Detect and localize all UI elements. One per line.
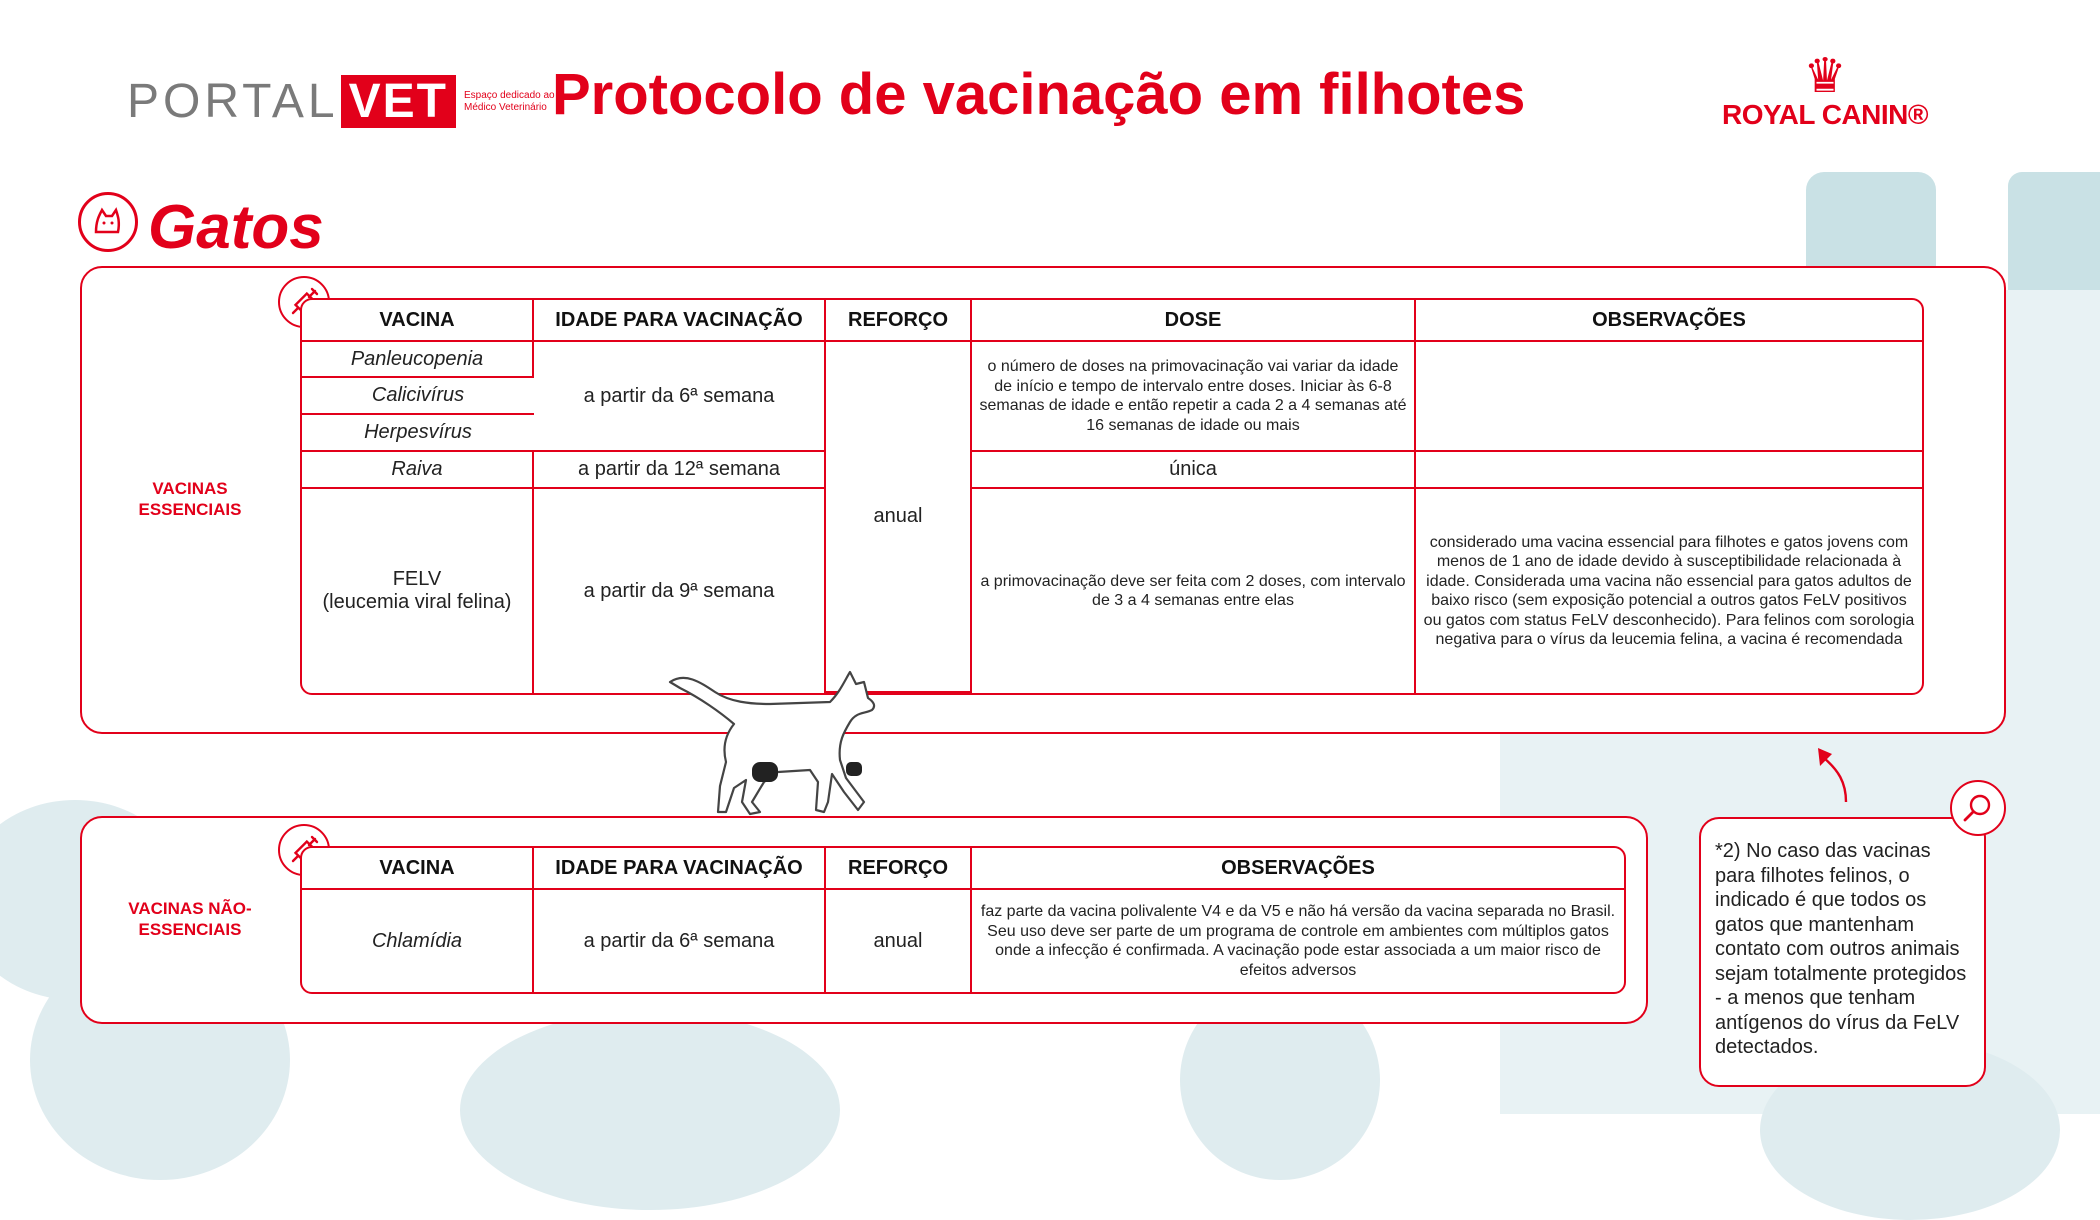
- essential-vaccines-table: [300, 298, 1924, 695]
- vaccine-felv-name: FELV: [392, 568, 442, 590]
- column-header-vaccine: VACINA: [302, 300, 534, 342]
- cat-head-icon: [78, 192, 138, 252]
- table-header-row: [302, 300, 1922, 342]
- obs-raiva: [1416, 452, 1922, 489]
- essential-vaccines-label: VACINAS ESSENCIAIS: [138, 479, 242, 519]
- vaccine-calicivirus: Calicivírus: [302, 378, 534, 415]
- obs-chlamidia: faz parte da vacina polivalente V4 e da V5 e não há versão da vacina separada no Brasil. Seu uso deve ser parte de um programa de controle em ambientes com múltiplos gatos onde a infecção é confirmada. A vacinação pode estar associada a um maior risco de efeitos adversos: [980, 903, 1616, 979]
- crown-icon: ♛: [1803, 50, 1847, 103]
- vaccine-felv: [302, 489, 534, 693]
- column-header-dose: DOSE: [972, 300, 1416, 342]
- table-row: [302, 342, 1922, 378]
- dose-raiva: única: [972, 452, 1416, 489]
- column-header-observations: OBSERVAÇÕES: [1416, 300, 1922, 342]
- vaccine-felv-subtitle: (leucemia viral felina): [322, 591, 512, 613]
- nonessential-vaccines-label: VACINAS NÃO-ESSENCIAIS: [128, 899, 252, 939]
- logo-vet-text: VET: [341, 75, 456, 128]
- royal-canin-logo: [1720, 50, 1930, 130]
- obs-felv: considerado uma vacina essencial para filhotes e gatos jovens com menos de 1 ano de idade devido à susceptibilidade relacionada à idade. Considerada uma vacina não essencial para gatos adultos de baixo risco (sem exposição potencial a outros gatos FeLV positivos ou gatos com status FeLV desconhecido). Para felinos com sorologia negativa para o vírus da leucemia felina, a vacina é recomendada: [1423, 533, 1915, 648]
- column-header-booster: REFORÇO: [826, 848, 972, 890]
- column-header-vaccine: VACINA: [302, 848, 534, 890]
- nonessential-vaccines-table: [300, 846, 1626, 994]
- section-title: Gatos: [148, 193, 324, 262]
- note-arrow: [1808, 742, 1868, 806]
- walking-cat-illustration: [660, 662, 920, 820]
- felv-note: *2) No caso das vacinas para filhotes felinos, o indicado é que todos os gatos que mantenham contato com outros animais sejam totalmente protegidos - a menos que tenham antígenos do vírus da FeLV detectados.: [1699, 817, 1986, 1087]
- logo-portal-text: PORTAL: [127, 74, 339, 128]
- table-row: [302, 452, 1922, 489]
- magnifier-icon: [1950, 780, 2006, 836]
- vaccine-panleucopenia: Panleucopenia: [302, 342, 534, 378]
- booster-anual: anual: [826, 342, 972, 693]
- age-felv: a partir da 9ª semana: [534, 489, 826, 693]
- column-header-age: IDADE PARA VACINAÇÃO: [534, 848, 826, 890]
- age-raiva: a partir da 12ª semana: [534, 452, 826, 489]
- dose-felv: a primovacinação deve ser feita com 2 doses, com intervalo de 3 a 4 semanas entre elas: [972, 489, 1416, 693]
- age-chlamidia: a partir da 6ª semana: [534, 890, 826, 992]
- column-header-age: IDADE PARA VACINAÇÃO: [534, 300, 826, 342]
- booster-chlamidia: anual: [826, 890, 972, 992]
- column-header-observations: OBSERVAÇÕES: [972, 848, 1624, 890]
- vaccine-herpesvirus: Herpesvírus: [302, 415, 534, 452]
- table-row: [302, 489, 1922, 693]
- logo-tagline: Espaço dedicado ao Médico Veterinário: [463, 89, 555, 113]
- table-row: [302, 890, 1624, 992]
- dose-group1: o número de doses na primovacinação vai variar da idade de início e tempo de intervalo entre doses. Iniciar às 6-8 semanas de idade e então repetir a cada 2 a 4 semanas até 16 semanas de idade ou mais: [972, 342, 1416, 452]
- age-group1: a partir da 6ª semana: [534, 342, 826, 452]
- column-header-booster: REFORÇO: [826, 300, 972, 342]
- page-title: Protocolo de vacinação em filhotes: [552, 62, 1526, 127]
- obs-group1: [1416, 342, 1922, 452]
- vaccine-raiva: Raiva: [302, 452, 534, 489]
- vaccine-chlamidia: Chlamídia: [302, 890, 534, 992]
- portalvet-logo: [127, 75, 574, 128]
- royal-canin-wordmark: ROYAL CANIN®: [1722, 99, 1928, 130]
- background-cloud-center: [460, 1010, 840, 1210]
- table-header-row: [302, 848, 1624, 890]
